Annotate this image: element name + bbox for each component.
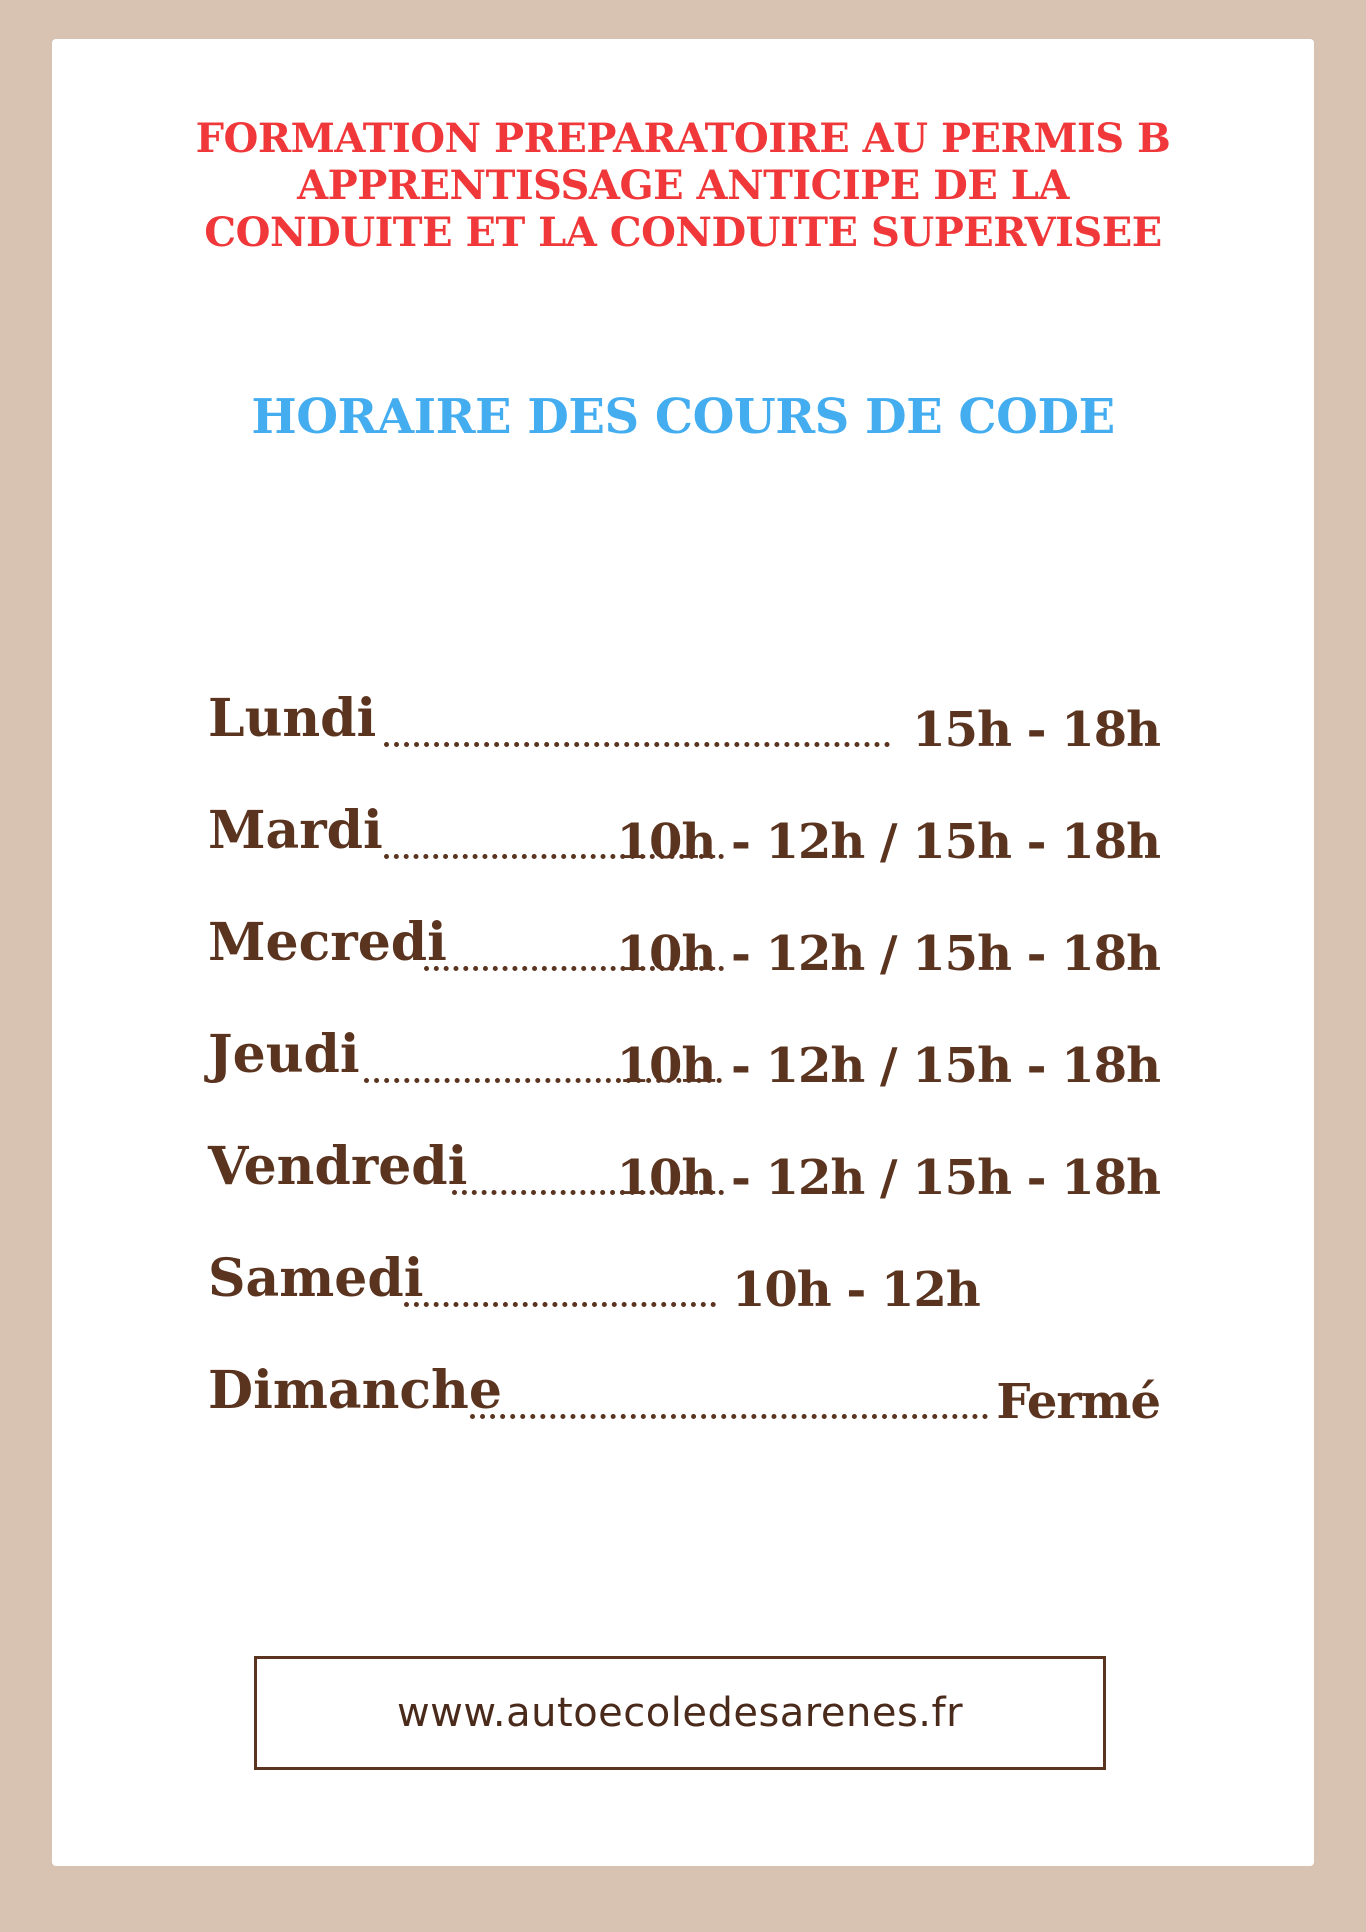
schedule-row-lundi <box>208 684 1160 796</box>
dotted-leader <box>470 1404 988 1419</box>
hours-value: Fermé <box>996 1374 1160 1430</box>
schedule-row-dimanche <box>208 1356 1160 1468</box>
hours-value: 10h - 12h / 15h - 18h <box>616 1038 1160 1094</box>
hours-value: 10h - 12h <box>732 1262 980 1318</box>
day-label: Jeudi <box>208 1024 360 1085</box>
day-label: Mardi <box>208 800 383 861</box>
hours-value: 10h - 12h / 15h - 18h <box>616 926 1160 982</box>
website-link[interactable]: www.autoecoledesarenes.fr <box>396 1690 964 1736</box>
schedule-row-jeudi <box>208 1020 1160 1132</box>
schedule-title: HORAIRE DES COURS DE CODE <box>251 389 1115 445</box>
dotted-leader <box>384 732 890 747</box>
schedule-row-mecredi <box>208 908 1160 1020</box>
schedule-row-samedi <box>208 1244 1160 1356</box>
day-label: Dimanche <box>208 1360 502 1421</box>
formation-title-line-1: FORMATION PREPARATOIRE AU PERMIS B <box>195 115 1171 162</box>
day-label: Lundi <box>208 688 377 749</box>
day-label: Mecredi <box>208 912 447 973</box>
day-label: Vendredi <box>208 1136 468 1197</box>
website-box <box>254 1656 1106 1770</box>
schedule-row-vendredi <box>208 1132 1160 1244</box>
schedule-list <box>208 684 1160 1468</box>
formation-title-line-3: CONDUITE ET LA CONDUITE SUPERVISEE <box>204 209 1162 256</box>
hours-value: 10h - 12h / 15h - 18h <box>616 1150 1160 1206</box>
schedule-row-mardi <box>208 796 1160 908</box>
day-label: Samedi <box>208 1248 424 1309</box>
poster-card <box>52 39 1314 1866</box>
formation-title-line-2: APPRENTISSAGE ANTICIPE DE LA <box>297 162 1069 209</box>
dotted-leader <box>404 1292 716 1307</box>
hours-value: 10h - 12h / 15h - 18h <box>616 814 1160 870</box>
formation-title <box>52 115 1314 256</box>
hours-value: 15h - 18h <box>912 702 1160 758</box>
